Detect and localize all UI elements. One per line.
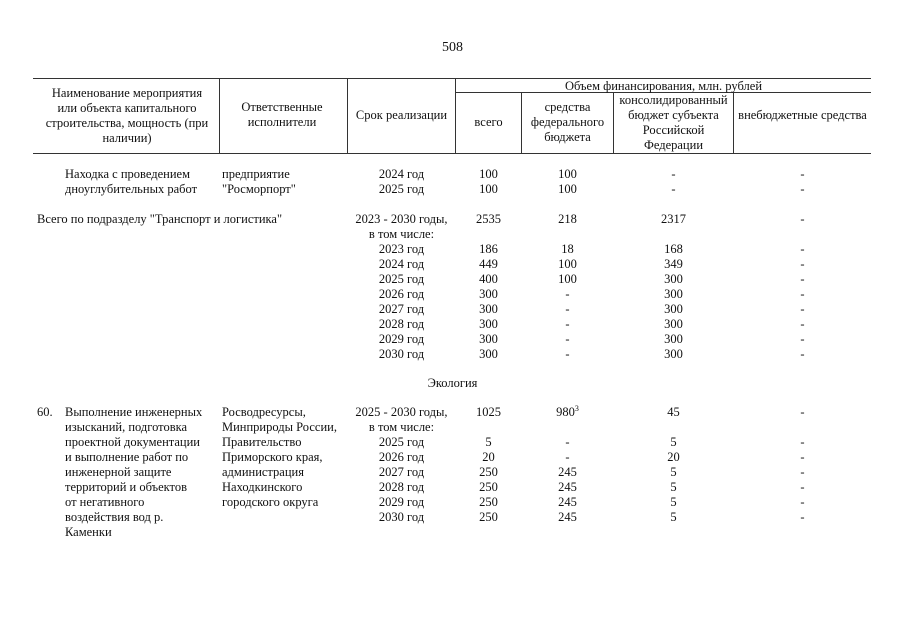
row-60-extra: - - - - - - - (800, 405, 805, 524)
header-regional: консолидированный бюджет субъекта Российской Федерации (619, 93, 728, 152)
row-60-federal-value: 980 (556, 405, 575, 419)
row-60-periods: 2025 - 2030 годы, в том числе: 2025 год 2026 год 2027 год 2028 год 2029 год 2030 год (355, 405, 448, 524)
nakhodka-regional: - - (671, 167, 676, 196)
header-period: Срок реализации (355, 108, 448, 122)
col-divider-2 (347, 78, 348, 153)
row-60-regional: 45 5 20 5 5 5 5 (667, 405, 680, 524)
row-60-number: 60. (37, 405, 53, 419)
row-60-total: 1025 5 20 250 250 250 250 (476, 405, 501, 524)
col-divider-1 (219, 78, 220, 153)
section-title-ecology: Экология (427, 376, 478, 390)
row-60-federal: $980^3$ - - 245 245 245 245 (556, 403, 579, 524)
row-60-name: Выполнение инженерных изысканий, подготовка проектной документации и выполнение работ по инженерной защите территорий и объектов от негативного воздействия вод р. Каменки (65, 405, 203, 539)
nakhodka-name: Находка с проведением дноуглубительных работ (65, 167, 198, 196)
row-60-responsible: Росводресурсы, Минприроды России, Правительство Приморского края, администрация Находкинского городского округа (222, 405, 337, 509)
footnote-marker: 3 (574, 403, 579, 413)
subtotal-regional: 2317 168 349 300 300 300 300 300 300 (661, 212, 686, 361)
nakhodka-years: 2024 год 2025 год (378, 167, 425, 196)
header-extra: внебюджетные средства (738, 108, 867, 122)
subtotal-periods: 2023 - 2030 годы, в том числе: 2023 год 2024 год 2025 год 2026 год 2027 год 2028 год 2029 год 2030 год (355, 212, 448, 361)
subtotal-federal: 218 18 100 100 - - - - - (558, 212, 577, 361)
subtotal-total: 2535 186 449 400 300 300 300 300 300 (476, 212, 501, 361)
header-funding-group: Объем финансирования, млн. рублей (564, 79, 763, 93)
header-bottom-rule (33, 153, 871, 154)
header-total: всего (474, 115, 503, 129)
nakhodka-extra: - - (800, 167, 805, 196)
header-name: Наименование мероприятия или объекта капитального строительства, мощность (при наличии) (45, 86, 209, 145)
page-number: 508 (442, 40, 463, 55)
nakhodka-federal: 100 100 (558, 167, 577, 196)
nakhodka-responsible: предприятие "Росморпорт" (222, 167, 296, 196)
header-federal: средства федерального бюджета (530, 100, 605, 144)
nakhodka-total: 100 100 (479, 167, 498, 196)
header-responsible: Ответственные исполнители (241, 100, 323, 129)
subtotal-extra: - - - - - - - - - (800, 212, 805, 361)
subtotal-name: Всего по подразделу "Транспорт и логистика" (37, 212, 283, 226)
